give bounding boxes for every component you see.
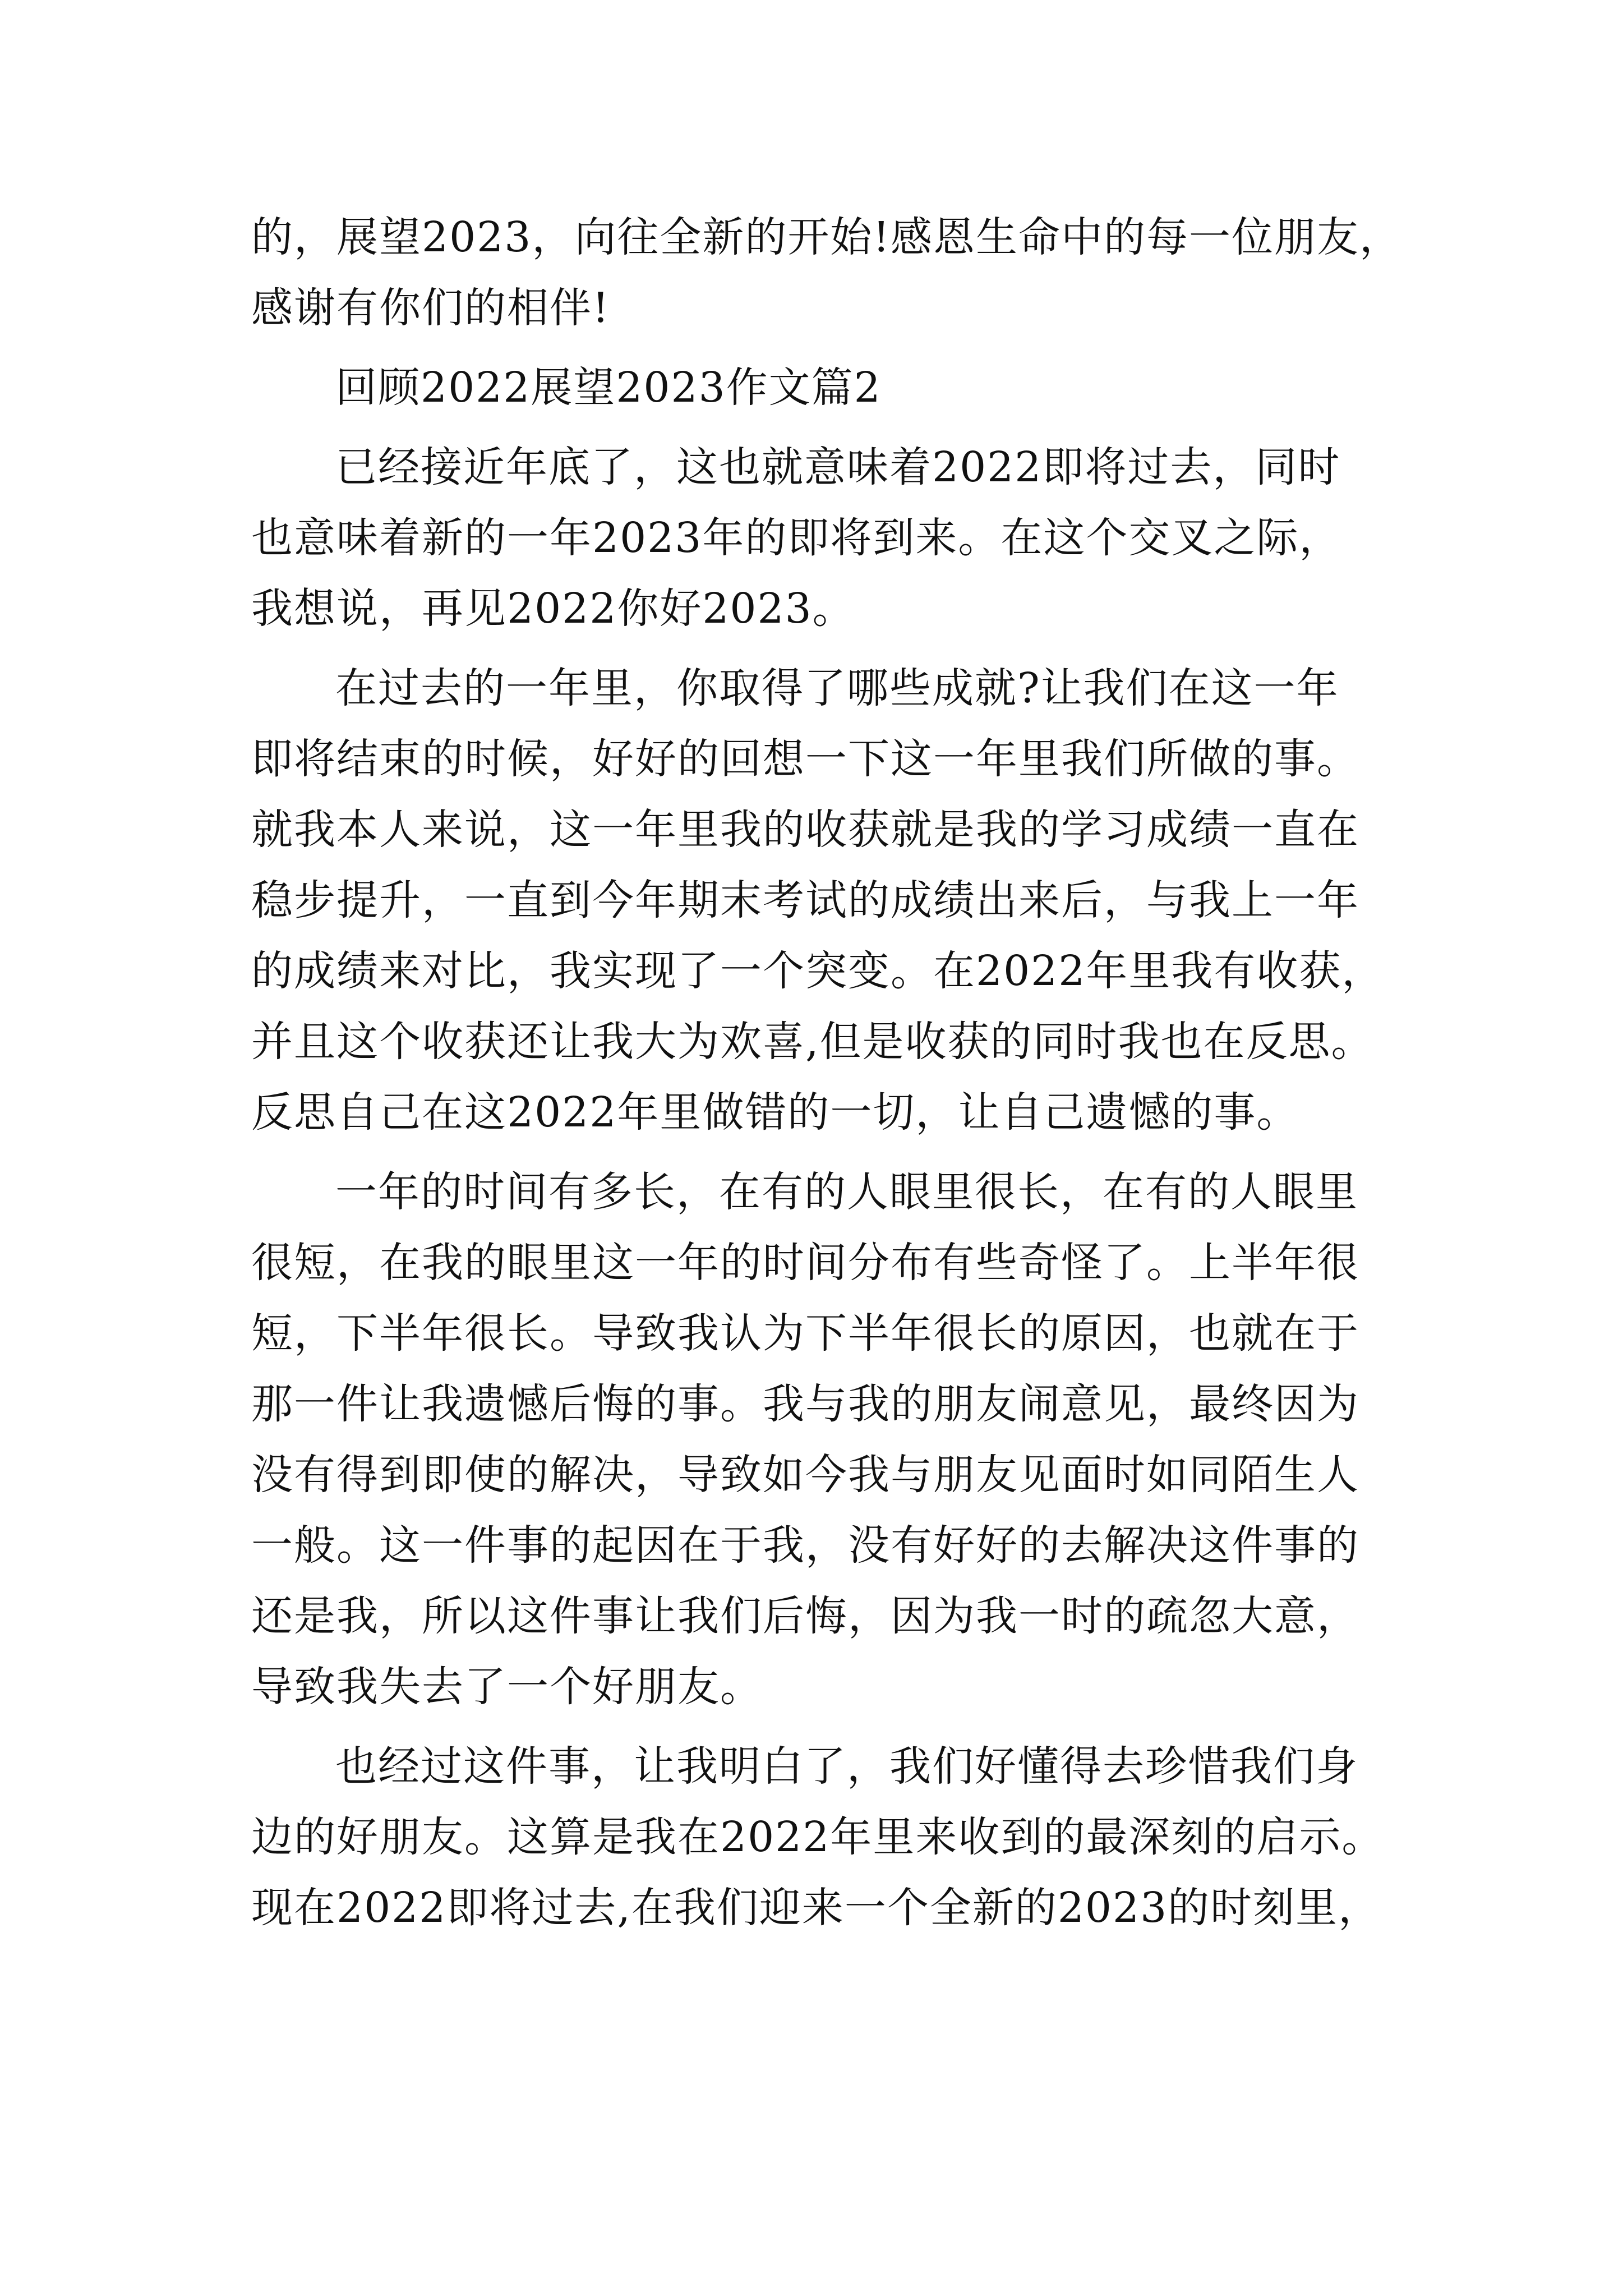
paragraph-3-line-2: 很短，在我的眼里这一年的时间分布有些奇怪了。上半年很 xyxy=(251,1239,1359,1287)
paragraph-2-line-4: 稳步提升，一直到今年期末考试的成绩出来后，与我上一年 xyxy=(251,876,1359,924)
paragraph-3-line-4: 那一件让我遗憾后悔的事。我与我的朋友闹意见，最终因为 xyxy=(251,1380,1359,1428)
document-text xyxy=(251,202,1401,1943)
text-line-2: 感谢有你们的相伴! xyxy=(251,284,610,332)
paragraph-2-line-6: 并且这个收获还让我大为欢喜,但是收获的同时我也在反思。 xyxy=(251,1018,1374,1066)
paragraph-3-line-7: 还是我，所以这件事让我们后悔，因为我一时的疏忽大意， xyxy=(251,1592,1359,1640)
paragraph-4-line-2: 边的好朋友。这算是我在2022年里来收到的最深刻的启示。 xyxy=(251,1813,1385,1861)
text-line-1: 的，展望2023，向往全新的开始!感恩生命中的每一位朋友， xyxy=(251,213,1403,261)
section-heading: 回顾2022展望2023作文篇2 xyxy=(335,364,882,412)
paragraph-3-line-6: 一般。这一件事的起因在于我，没有好好的去解决这件事的 xyxy=(251,1521,1359,1570)
paragraph-3-line-5: 没有得到即使的解决，导致如今我与朋友见面时如同陌生人 xyxy=(251,1451,1359,1499)
paragraph-1-line-2: 也意味着新的一年2023年的即将到来。在这个交叉之际， xyxy=(251,514,1342,562)
paragraph-2-line-3: 就我本人来说，这一年里我的收获就是我的学习成绩一直在 xyxy=(251,806,1359,854)
paragraph-3-line-3: 短，下半年很长。导致我认为下半年很长的原因，也就在于 xyxy=(251,1309,1359,1358)
paragraph-2-line-1: 在过去的一年里，你取得了哪些成就?让我们在这一年 xyxy=(335,664,1339,712)
paragraph-4-line-3: 现在2022即将过去,在我们迎来一个全新的2023的时刻里， xyxy=(251,1884,1381,1932)
paragraph-4-line-1: 也经过这件事，让我明白了，我们好懂得去珍惜我们身 xyxy=(335,1742,1358,1791)
paragraph-3-line-1: 一年的时间有多长，在有的人眼里很长，在有的人眼里 xyxy=(335,1168,1358,1216)
paragraph-1-line-1: 已经接近年底了，这也就意味着2022即将过去，同时 xyxy=(335,443,1341,491)
paragraph-2-line-5: 的成绩来对比，我实现了一个突变。在2022年里我有收获， xyxy=(251,947,1385,995)
paragraph-2-line-2: 即将结束的时候，好好的回想一下这一年里我们所做的事。 xyxy=(251,735,1359,783)
paragraph-2-line-7: 反思自己在这2022年里做错的一切，让自己遗憾的事。 xyxy=(251,1088,1299,1137)
paragraph-3-line-8: 导致我失去了一个好朋友。 xyxy=(251,1663,763,1711)
paragraph-1-line-3: 我想说，再见2022你好2023。 xyxy=(251,585,855,633)
